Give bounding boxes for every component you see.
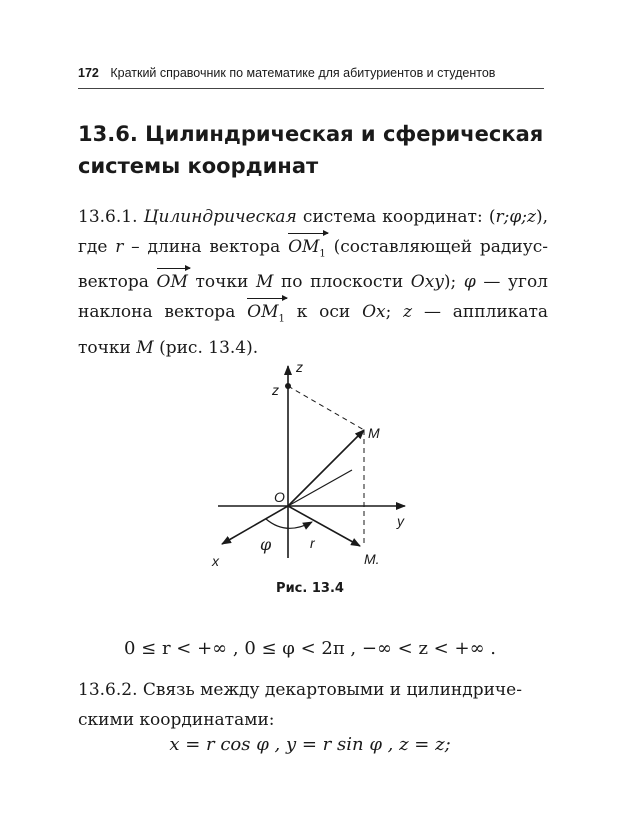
text: ; (385, 301, 404, 322)
auxiliary-line (288, 470, 352, 506)
paragraph-cylindrical (78, 203, 548, 363)
text: система координат: ( (296, 207, 496, 227)
math-var: z (403, 301, 413, 322)
vector-om1 (288, 506, 360, 546)
text: точки (187, 272, 256, 293)
vector-om (288, 430, 364, 506)
page-number: 172 (78, 66, 99, 80)
text: к оси (284, 301, 363, 322)
label-y: y (397, 513, 404, 529)
vector-subscript: 1 (319, 247, 326, 259)
text: ), где (78, 207, 548, 257)
formula-ranges: 0 ≤ r < +∞ , 0 ≤ φ < 2π , −∞ < z < +∞ . (123, 638, 497, 659)
text: – длина вектора (123, 236, 289, 257)
term-cylindrical: Цилиндрическая (143, 207, 297, 227)
label-m: M (368, 425, 380, 441)
section-title-line1: 13.6. Цилиндрическая и сферическая (78, 122, 544, 146)
running-header (78, 66, 544, 89)
z-point (285, 383, 291, 389)
text: (рис. 13.4). (153, 337, 259, 358)
text: ); (443, 272, 464, 293)
section-title-line2: системы координат (78, 154, 319, 178)
vector-om1 (247, 298, 285, 334)
text: по плоскости (273, 272, 411, 293)
label-z-point: z (272, 382, 279, 398)
text: 13.6.1. (78, 207, 144, 227)
paragraph-cartesian-relation: 13.6.2. Связь между декартовыми и цилиндрическими координатами: (78, 680, 522, 730)
label-r: r (310, 535, 315, 551)
label-x: x (212, 553, 219, 569)
vector-label: OM (247, 301, 279, 322)
math-var: φ (463, 272, 476, 293)
math-var: M (255, 272, 274, 293)
phi-arc (266, 519, 312, 528)
coordinates-tuple: r;φ;z (495, 207, 536, 227)
vector-subscript: 1 (278, 313, 285, 325)
text: — аппликата точки (78, 301, 548, 358)
text: — угол наклона вектора (78, 272, 548, 322)
vector-label: OM (288, 236, 320, 257)
math-var: r (115, 236, 124, 257)
math-var: Oxy (410, 272, 444, 293)
label-z-axis: z (296, 359, 303, 375)
x-axis (222, 506, 288, 544)
label-o: O (274, 489, 285, 505)
vector-om1 (288, 233, 326, 269)
running-title: Краткий справочник по математике для абитуриентов и студентов (110, 66, 496, 80)
vector-om (157, 268, 188, 298)
text: (составляющей радиус-вектора (78, 236, 549, 293)
section-title (78, 118, 558, 182)
figure-caption: Рис. 13.4 (276, 581, 344, 596)
vector-label: OM (156, 272, 188, 293)
math-var: M (136, 337, 154, 358)
math-var: Ox (362, 301, 386, 322)
projection-z (288, 386, 364, 430)
cylindrical-coordinates-figure (200, 358, 420, 573)
formula-cartesian: x = r cos φ , y = r sin φ , z = z; (169, 734, 451, 755)
label-m1: M. (364, 551, 380, 567)
label-phi: φ (260, 535, 272, 554)
